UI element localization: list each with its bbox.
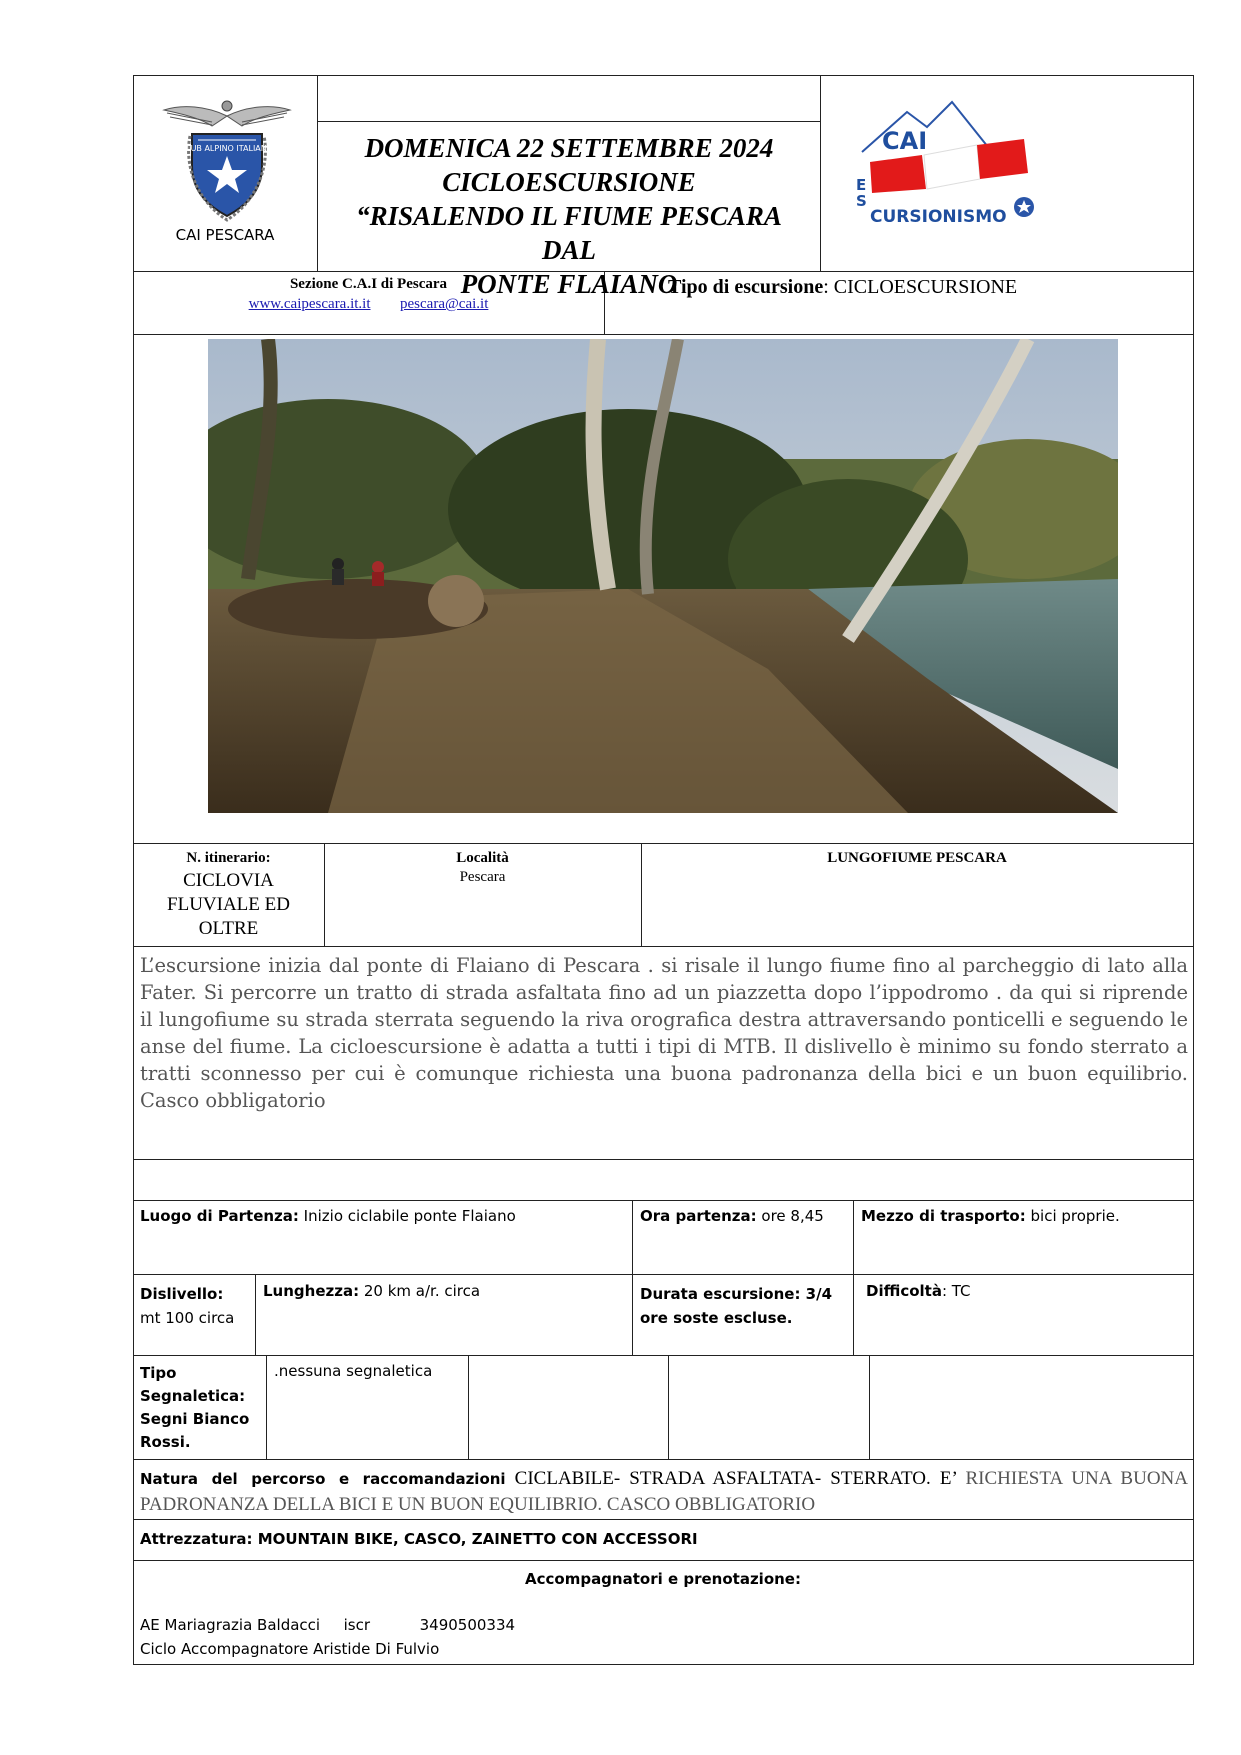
email-link[interactable]: pescara@cai.it (400, 296, 489, 312)
partenza-label: Luogo di Partenza: (140, 1207, 299, 1225)
segnaletica-value: .nessuna segnaletica (274, 1362, 433, 1380)
title-line: “RISALENDO IL FIUME PESCARA DAL (356, 201, 782, 265)
logo-cursionismo-text: CURSIONISMO (870, 207, 1007, 227)
logo-es-text: ES (856, 176, 867, 210)
accompagnatori-title: Accompagnatori e prenotazione: (525, 1570, 801, 1588)
itinerary-number-value (133, 869, 324, 941)
dislivello-label: Dislivello: (140, 1285, 224, 1303)
area-label: LUNGOFIUME PESCARA (827, 850, 1007, 866)
natura-field (140, 1466, 1188, 1517)
divider (133, 1459, 1193, 1460)
attrezzatura-field: Attrezzatura: MOUNTAIN BIKE, CASCO, ZAINETTO CON ACCESSORI (140, 1530, 698, 1548)
itinerary-line: CICLOVIA (183, 870, 274, 891)
section-name: Sezione C.A.I di Pescara (289, 276, 448, 292)
lunghezza-field (263, 1282, 623, 1300)
border-top (133, 75, 1193, 76)
escursionismo-logo (852, 97, 1052, 232)
ora-label: Ora partenza: (640, 1207, 757, 1225)
river-landscape-photo (208, 339, 1118, 813)
logo-cai-text: CAI (882, 127, 928, 155)
durata-line: Durata escursione: 3/4 (640, 1285, 833, 1303)
dislivello-field (140, 1282, 250, 1330)
website-link[interactable]: www.caipescara.it.it (248, 296, 371, 312)
localita-label: Località (456, 850, 509, 866)
ora-field (640, 1207, 848, 1225)
difficolta-label: Difficoltà (866, 1282, 942, 1300)
divider (668, 1355, 669, 1459)
segnaletica-line: Segnaletica: (140, 1387, 246, 1405)
section-links (133, 296, 604, 313)
divider (133, 1274, 1193, 1275)
partenza-field (140, 1207, 625, 1225)
natura-value: CICLABILE- STRADA ASFALTATA- STERRATO. E’ (505, 1468, 957, 1489)
guide1-iscr: iscr (343, 1616, 371, 1634)
dislivello-value: mt 100 circa (140, 1309, 235, 1327)
divider (255, 1274, 256, 1355)
guide2-line: Ciclo Accompagnatore Aristide Di Fulvio (140, 1640, 440, 1658)
itinerary-number-label: N. itinerario: (186, 850, 271, 866)
durata-field (640, 1282, 848, 1330)
divider (468, 1355, 469, 1459)
cai-emblem-icon (162, 96, 292, 226)
natura-label: Natura del percorso e raccomandazioni (140, 1470, 506, 1488)
divider (133, 1355, 1193, 1356)
difficolta-value: : TC (941, 1282, 971, 1300)
guide1-name: AE Mariagrazia Baldacci (140, 1616, 321, 1634)
cai-pescara-label: CAI PESCARA (175, 226, 275, 244)
divider (853, 1200, 854, 1355)
border-bottom (133, 1664, 1193, 1665)
lunghezza-label: Lunghezza: (263, 1282, 360, 1300)
itinerary-line: OLTRE (198, 918, 259, 939)
title-line: PONTE FLAIANO (460, 269, 678, 299)
divider (133, 843, 1193, 844)
divider (133, 946, 1193, 947)
divider (317, 121, 820, 122)
divider (266, 1355, 267, 1459)
divider (133, 1200, 1193, 1201)
divider (133, 1560, 1193, 1561)
divider (133, 334, 1193, 335)
divider (632, 1200, 633, 1355)
mezzo-value: bici proprie. (1025, 1207, 1120, 1225)
segnaletica-label (140, 1362, 264, 1454)
itinerary-line: FLUVIALE ED (167, 894, 290, 915)
description-text: L’escursione inizia dal ponte di Flaiano di Pescara . si risale il lungo fiume fino al parcheggio di lato alla Fater. Si percorre un tratto di strada asfaltata fino ad un piazzetta dopo l’ippodromo . da qui si riprende il lungofiume su strada sterrata seguendo la riva orografica destra attraversando ponticelli e seguendo le anse del fiume. La cicloescursione è adatta a tutti i tipi di MTB. Il dislivello è minimo su fondo sterrato a tratti sconnesso per cui è comunque richiesta una buona padronanza della bici e un buon equilibrio. Casco obbligatorio (140, 954, 1188, 1112)
divider (133, 1159, 1193, 1160)
segnaletica-line: Tipo (140, 1364, 177, 1382)
tipo-label: Tipo di escursione (668, 276, 824, 298)
localita-value: Pescara (459, 869, 506, 885)
durata-line: ore soste escluse. (640, 1309, 793, 1327)
mezzo-field (861, 1207, 1191, 1225)
title-line: DOMENICA 22 SETTEMBRE 2024 (364, 133, 774, 163)
divider (317, 75, 318, 271)
tipo-value: : CICLOESCURSIONE (823, 276, 1018, 298)
guide1-phone: 3490500334 (419, 1616, 516, 1634)
mezzo-label: Mezzo di trasporto: (861, 1207, 1026, 1225)
title-line: CICLOESCURSIONE (442, 167, 696, 197)
divider (869, 1355, 870, 1459)
guide1-line (140, 1616, 740, 1634)
segnaletica-line: Segni Bianco (140, 1410, 250, 1428)
divider (820, 75, 821, 271)
ora-value: ore 8,45 (756, 1207, 824, 1225)
segnaletica-line: Rossi. (140, 1433, 191, 1451)
border-right (1193, 75, 1194, 1665)
partenza-value: Inizio ciclabile ponte Flaiano (298, 1207, 516, 1225)
tipo-escursione (668, 276, 1017, 299)
lunghezza-value: 20 km a/r. circa (359, 1282, 481, 1300)
divider (133, 1519, 1193, 1520)
emblem-text: CLUB ALPINO ITALIANO (180, 144, 274, 153)
difficolta-field (866, 1282, 1186, 1300)
natura-value-2: RICHIESTA UNA BUONA PADRONANZA DELLA BICI E UN BUON EQUILIBRIO. CASCO OBBLIGATORIO (140, 1468, 1188, 1515)
